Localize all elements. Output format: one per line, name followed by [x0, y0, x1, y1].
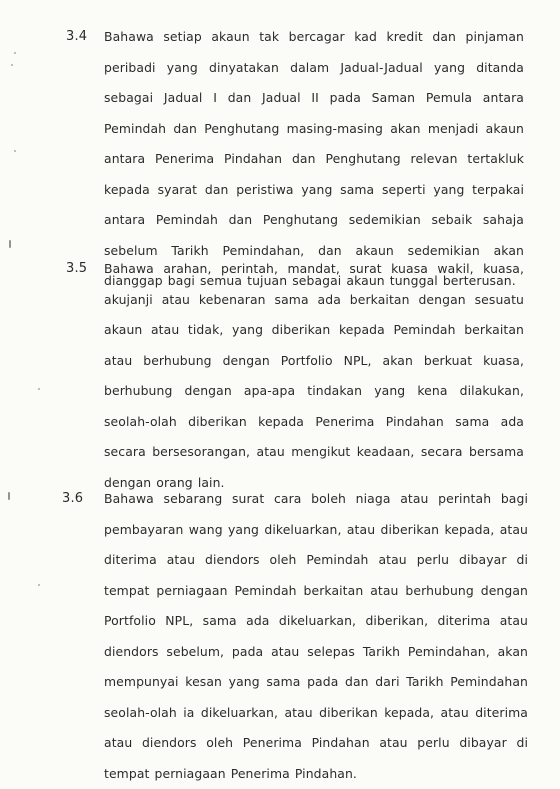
scan-speck: [14, 52, 16, 54]
clause-number: 3.6: [62, 491, 84, 506]
scan-speck: [38, 388, 40, 390]
scan-mark: [8, 492, 10, 500]
scan-speck: [14, 150, 16, 152]
clause-text: Bahawa arahan, perintah, mandat, surat kuasa wakil, kuasa, akujanji atau kebenaran sama ada berkaitan dengan sesuatu akaun atau tidak, yang diberikan kepada Pemindah berkaitan atau berhubung dengan Portfolio NPL, akan berkuat kuasa, berhubung dengan apa-apa tindakan yang kena dilakukan, seolah-olah diberikan kepada Penerima Pindahan sama ada secara bersesorangan, atau mengikut keadaan, secara bersama dengan orang lain.: [104, 261, 524, 490]
clause-text: Bahawa sebarang surat cara boleh niaga atau perintah bagi pembayaran wang yang dikeluarkan, atau diberikan kepada, atau diterima atau diendors oleh Pemindah atau perlu dibayar di tempat perniagaan Pemindah berkaitan atau berhubung dengan Portfolio NPL, sama ada dikeluarkan, diberikan, diterima atau diendors sebelum, pada atau selepas Tarikh Pemindahan, akan mempunyai kesan yang sama pada dan dari Tarikh Pemindahan seolah-olah ia dikeluarkan, atau diberikan kepada, atau diterima atau diendors oleh Penerima Pindahan atau perlu dibayar di tempat perniagaan Penerima Pindahan.: [104, 491, 528, 781]
clause-text: Bahawa setiap akaun tak bercagar kad kredit dan pinjaman peribadi yang dinyatakan dalam Jadual-Jadual yang ditanda sebagai Jadual I dan Jadual II pada Saman Pemula antara Pemindah dan Penghutang masing-masing akan menjadi akaun antara Penerima Pindahan dan Penghutang relevan tertakluk kepada syarat dan peristiwa yang sama seperti yang terpakai antara Pemindah dan Penghutang sedemikian sebaik sahaja sebelum Tarikh Pemindahan, dan akaun sedemikian akan dianggap bagi semua tujuan sebagai akaun tunggal berterusan.: [104, 29, 524, 288]
scan-speck: [11, 64, 13, 66]
scan-speck: [38, 584, 40, 586]
scan-mark: [9, 240, 11, 248]
clause-number: 3.4: [66, 29, 88, 44]
clause-number: 3.5: [66, 261, 88, 276]
